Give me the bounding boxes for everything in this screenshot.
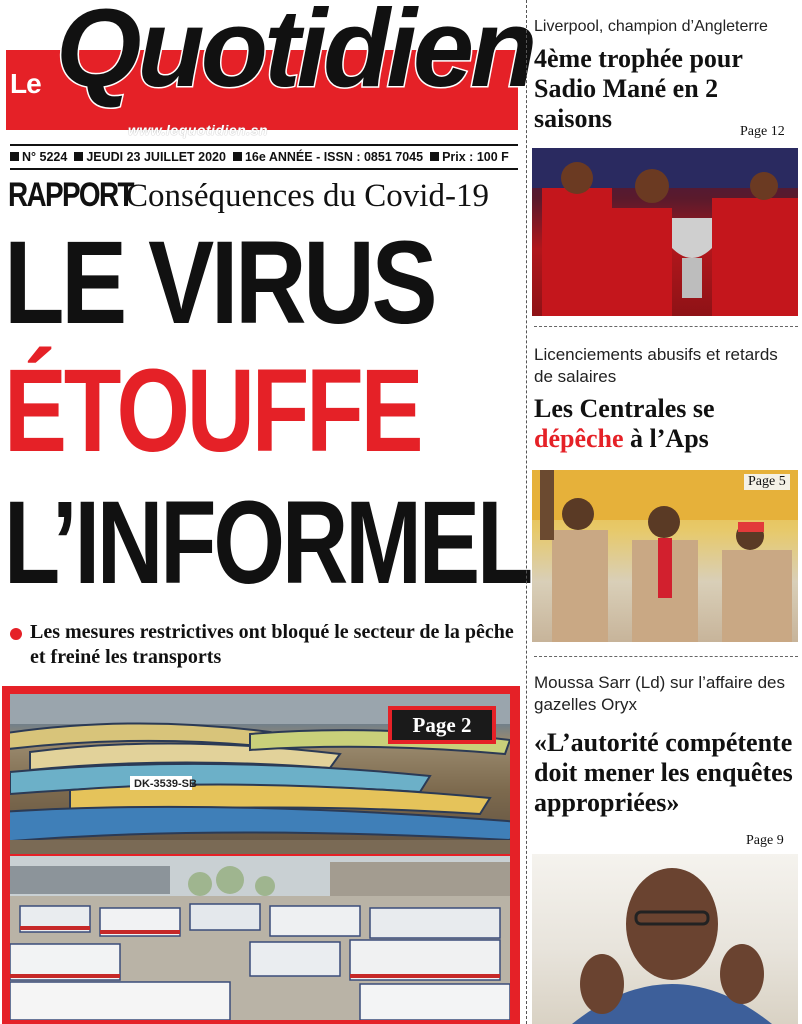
square-bullet-icon [10, 152, 19, 161]
issue-year-item [233, 150, 423, 164]
story2-headline-part2: à l’Aps [630, 424, 709, 453]
square-bullet-icon [430, 152, 439, 161]
players-trophy-illustration [532, 148, 798, 316]
main-kicker [8, 176, 489, 215]
story2-kicker: Licenciements abusifs et retards de salaires [534, 345, 778, 386]
boat-registration: DK-3539-SB [134, 778, 197, 790]
story2-page-ref[interactable]: Page 5 [744, 474, 790, 490]
story3-headline[interactable]: «L’autorité compétente doit mener les enquêtes appropriées» [534, 728, 793, 817]
moussa-sarr-photo[interactable] [532, 854, 798, 1024]
liverpool-players-photo[interactable] [532, 148, 798, 316]
union-leaders-illustration [532, 470, 798, 642]
issue-info-line [10, 144, 518, 170]
story-divider [534, 326, 798, 327]
bus-station-illustration [10, 856, 510, 1020]
story1-headline[interactable]: 4ème trophée pour Sadio Mané en 2 saisons [534, 44, 743, 133]
issue-price: Prix : 100 F [442, 150, 509, 164]
headline-line-3[interactable]: L’INFORMEL [4, 477, 531, 609]
issue-year-issn: 16e ANNÉE - ISSN : 0851 7045 [244, 150, 424, 164]
story1-page-ref[interactable]: Page 12 [740, 124, 785, 139]
masthead-title: Quotidien [56, 0, 534, 110]
red-bullet-icon [10, 628, 22, 640]
issue-date-item [74, 150, 226, 164]
story3-page-ref[interactable]: Page 9 [746, 833, 784, 848]
kicker-label: RAPPORT [8, 176, 133, 214]
story2-headline-part1: Les Centrales se [534, 394, 715, 423]
masthead-url[interactable]: www.lequotidien.sn [128, 122, 268, 138]
kicker-text: Conséquences du Covid-19 [126, 178, 489, 214]
page-2-badge[interactable]: Page 2 [392, 710, 492, 740]
story3-kicker: Moussa Sarr (Ld) sur l’affaire des gazelles Oryx [534, 673, 786, 714]
bus-station-photo[interactable] [10, 856, 510, 1020]
story2-headline[interactable] [534, 394, 800, 454]
issue-price-item [430, 150, 509, 164]
issue-number: N° 5224 [22, 150, 68, 164]
square-bullet-icon [74, 152, 83, 161]
headline-line-1[interactable]: LE VIRUS [4, 217, 435, 349]
headline-line-2[interactable]: ÉTOUFFE [4, 345, 421, 477]
story1-kicker: Liverpool, champion d’Angleterre [534, 18, 768, 35]
union-leaders-photo[interactable] [532, 470, 798, 642]
story2-headline-highlight: dépêche [534, 424, 624, 453]
masthead-le: Le [10, 68, 41, 99]
issue-number-item [10, 150, 67, 164]
main-deck: Les mesures restrictives ont bloqué le secteur de la pêche et freiné les transports [30, 621, 514, 668]
speaker-portrait-illustration [532, 854, 798, 1024]
issue-date: JEUDI 23 JUILLET 2020 [86, 150, 226, 164]
column-divider [526, 0, 528, 1024]
story-divider [534, 656, 798, 657]
square-bullet-icon [233, 152, 242, 161]
